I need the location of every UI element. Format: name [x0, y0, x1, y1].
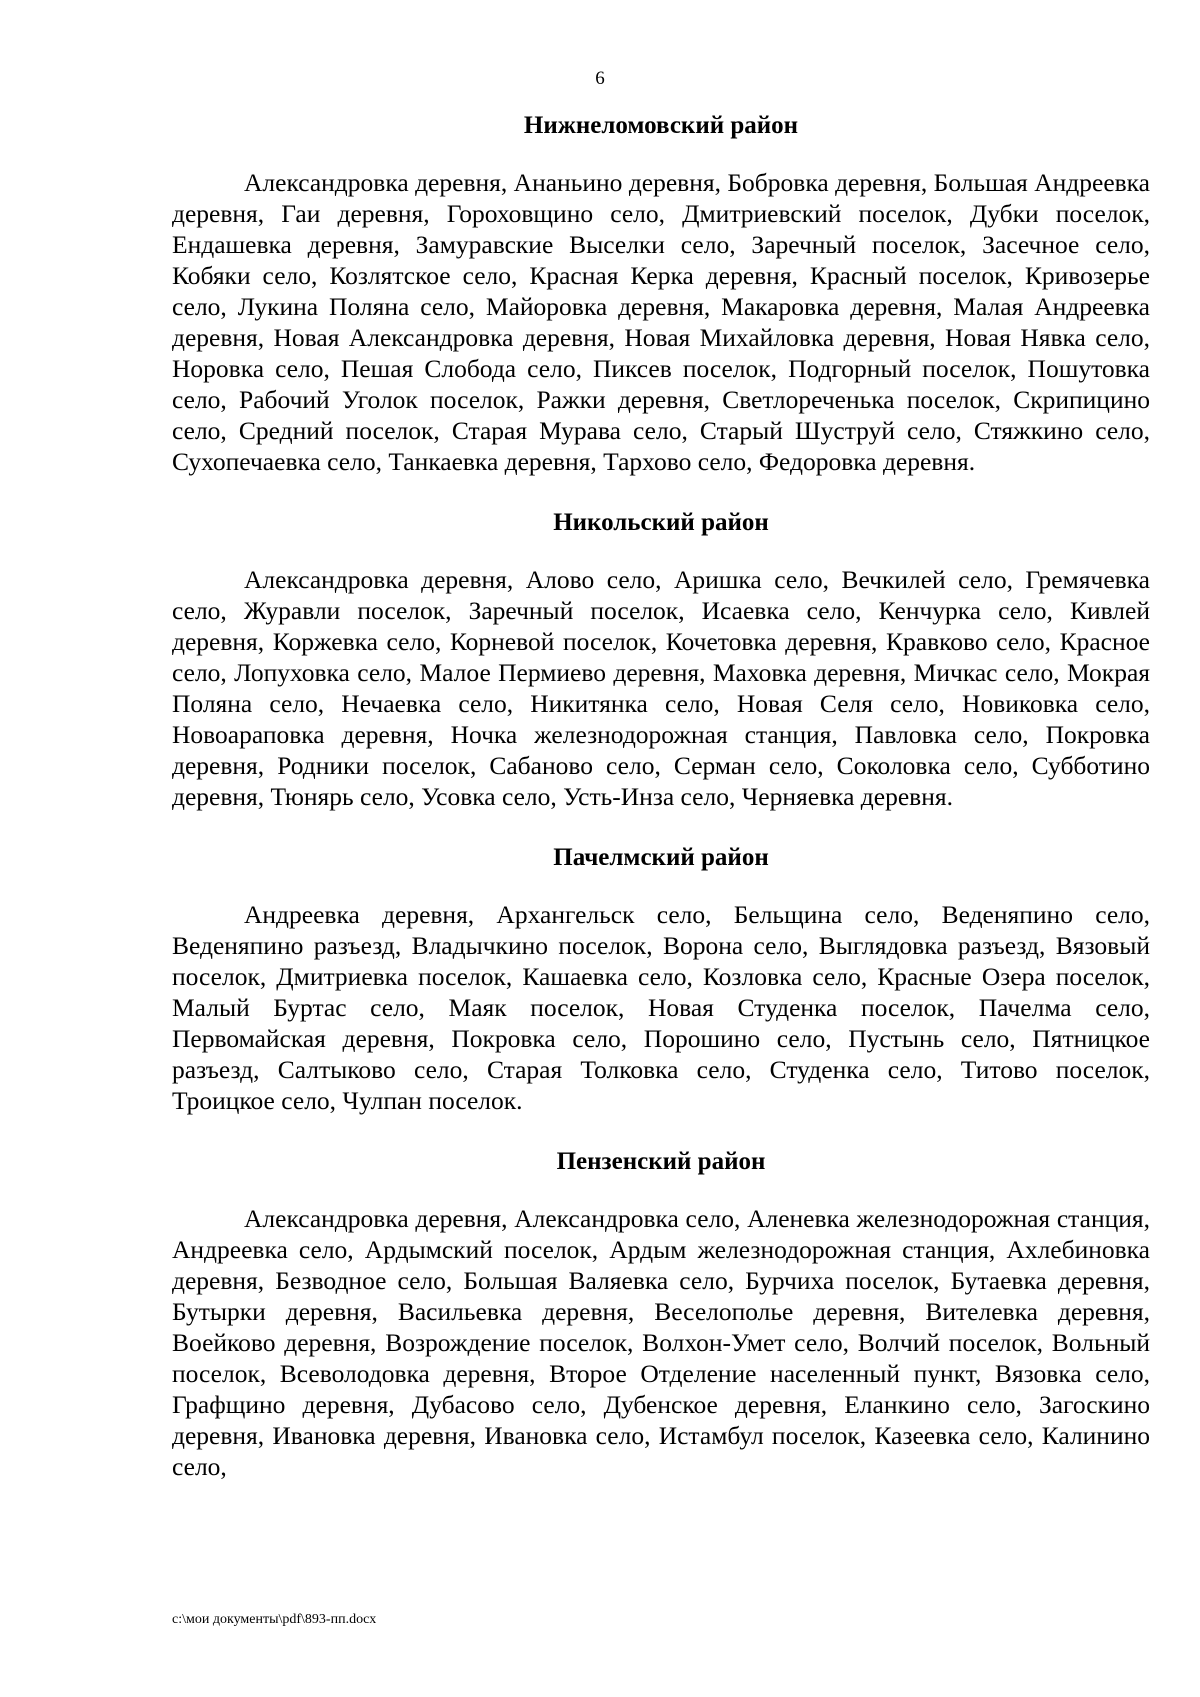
district-section	[172, 842, 1150, 1116]
page-number: 6	[595, 68, 605, 89]
document-body	[172, 110, 1150, 1512]
section-title: Пензенский район	[556, 1148, 766, 1175]
section-text: Александровка деревня, Алово село, Аришка село, Вечкилей село, Гремячевка село, Журавли поселок, Заречный поселок, Исаевка село, Кенчурка село, Кивлей деревня, Коржевка село, Корневой поселок, Кочетовка деревня, Кравково село, Красное село, Лопуховка село, Малое Пермиево деревня, Маховка деревня, Мичкас село, Мокрая Поляна село, Нечаевка село, Никитянка село, Новая Селя село, Новиковка село, Новоараповка деревня, Ночка железнодорожная станция, Павловка село, Покровка деревня, Родники поселок, Сабаново село, Серман село, Соколовка село, Субботино деревня, Тюнярь село, Усовка село, Усть-Инза село, Черняевка деревня.	[172, 565, 1150, 811]
district-section	[172, 1146, 1150, 1482]
section-title: Никольский район	[553, 509, 769, 536]
section-text: Александровка деревня, Ананьино деревня, Бобровка деревня, Большая Андреевка деревня, Гаи деревня, Гороховщино село, Дмитриевский поселок, Дубки поселок, Ендашевка деревня, Замуравские Выселки село, Заречный поселок, Засечное село, Кобяки село, Козлятское село, Красная Керка деревня, Красный поселок, Кривозерье село, Лукина Поляна село, Майоровка деревня, Макаровка деревня, Малая Андреевка деревня, Новая Александровка деревня, Новая Михайловка деревня, Новая Нявка село, Норовка село, Пешая Слобода село, Пиксев поселок, Подгорный поселок, Пошутовка село, Рабочий Уголок поселок, Ражки деревня, Светлореченька поселок, Скрипицино село, Средний поселок, Старая Мурава село, Старый Шуструй село, Стяжкино село, Сухопечаевка село, Танкаевка деревня, Тархово село, Федоровка деревня.	[172, 168, 1150, 476]
file-path-footer: c:\мои документы\pdf\893-пп.docx	[172, 1612, 377, 1627]
section-text: Александровка деревня, Александровка село, Аленевка железнодорожная станция, Андреевка село, Ардымский поселок, Ардым железнодорожная станция, Ахлебиновка деревня, Безводное село, Большая Валяевка село, Бурчиха поселок, Бутаевка деревня, Бутырки деревня, Васильевка деревня, Веселополье деревня, Вителевка деревня, Воейково деревня, Возрождение поселок, Волхон-Умет село, Волчий поселок, Вольный поселок, Всеволодовка деревня, Второе Отделение населенный пункт, Вязовка село, Графщино деревня, Дубасово село, Дубенское деревня, Еланкино село, Загоскино деревня, Ивановка деревня, Ивановка село, Истамбул поселок, Казеевка село, Калинино село,	[172, 1204, 1150, 1481]
district-section	[172, 110, 1150, 477]
section-title: Нижнеломовский район	[523, 112, 799, 139]
section-title: Пачелмский район	[553, 844, 769, 871]
district-section	[172, 507, 1150, 812]
section-text: Андреевка деревня, Архангельск село, Бельщина село, Веденяпино село, Веденяпино разъезд, Владычкино поселок, Ворона село, Выглядовка разъезд, Вязовый поселок, Дмитриевка поселок, Кашаевка село, Козловка село, Красные Озера поселок, Малый Буртас село, Маяк поселок, Новая Студенка поселок, Пачелма село, Первомайская деревня, Покровка село, Порошино село, Пустынь село, Пятницкое разъезд, Салтыково село, Старая Толковка село, Студенка село, Титово поселок, Троицкое село, Чулпан поселок.	[172, 900, 1150, 1115]
